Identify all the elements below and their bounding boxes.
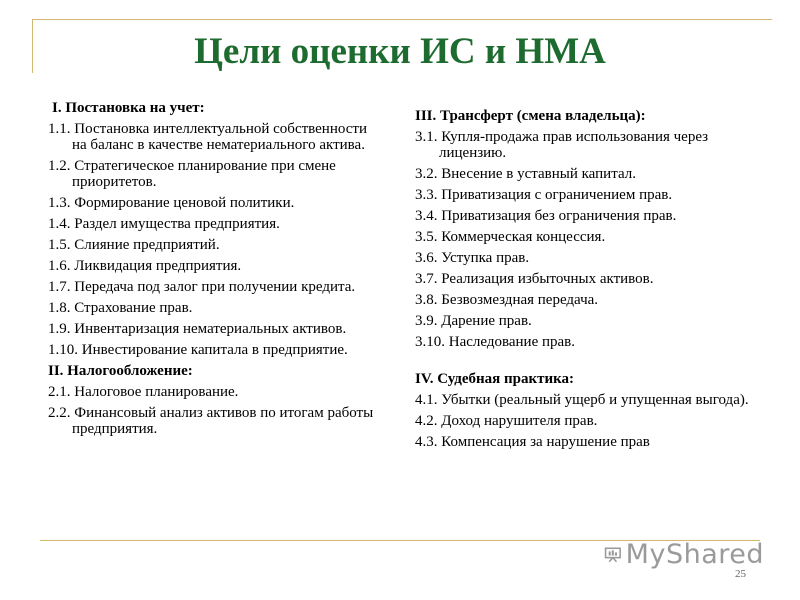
right-column <box>415 108 755 455</box>
list-item: 1.2. Стратегическое планирование при смене приоритетов. <box>48 158 336 190</box>
list-item: 4.3. Компенсация за нарушение прав <box>415 434 650 450</box>
list-item: 3.4. Приватизация без ограничения прав. <box>415 208 677 224</box>
watermark-logo <box>604 536 764 572</box>
list-item: 1.1. Постановка интеллектуальной собственности на баланс в качестве нематериального актива. <box>48 121 367 153</box>
list-item: 1.10. Инвестирование капитала в предприятие. <box>48 342 348 358</box>
list-item: 3.2. Внесение в уставный капитал. <box>415 166 636 182</box>
frame-top-line <box>32 19 772 20</box>
list-item: 2.2. Финансовый анализ активов по итогам работы предприятия. <box>48 405 374 437</box>
list-item: 3.5. Коммерческая концессия. <box>415 229 606 245</box>
slide-title: Цели оценки ИС и НМА <box>194 31 606 72</box>
watermark-text: MyShared <box>625 538 764 570</box>
list-item: 4.2. Доход нарушителя прав. <box>415 413 598 429</box>
list-item: 1.5. Слияние предприятий. <box>48 237 220 253</box>
list-item: 1.6. Ликвидация предприятия. <box>48 258 242 274</box>
list-item: 3.9. Дарение прав. <box>415 313 532 329</box>
list-item: 1.4. Раздел имущества предприятия. <box>48 216 280 232</box>
list-item: 3.3. Приватизация с ограничением прав. <box>415 187 673 203</box>
section-gap <box>415 355 755 371</box>
section-heading-registration: I. Постановка на учет: <box>52 100 205 116</box>
list-item: 3.10. Наследование прав. <box>415 334 575 350</box>
list-item: 3.7. Реализация избыточных активов. <box>415 271 654 287</box>
left-column <box>48 100 383 442</box>
list-item: 1.8. Страхование прав. <box>48 300 193 316</box>
list-item: 1.3. Формирование ценовой политики. <box>48 195 295 211</box>
presentation-board-icon <box>604 537 622 571</box>
section-heading-transfer: III. Трансферт (смена владельца): <box>415 108 646 124</box>
section-heading-litigation: IV. Судебная практика: <box>415 371 575 387</box>
list-item: 1.9. Инвентаризация нематериальных активов. <box>48 321 347 337</box>
list-item: 3.6. Уступка прав. <box>415 250 530 266</box>
section-heading-taxation: II. Налогообложение: <box>48 363 193 379</box>
list-item: 3.1. Купля-продажа прав использования через лицензию. <box>415 129 709 161</box>
list-item: 4.1. Убытки (реальный ущерб и упущенная выгода). <box>415 392 749 408</box>
list-item: 1.7. Передача под залог при получении кредита. <box>48 279 356 295</box>
page-number: 25 <box>735 568 746 580</box>
list-item: 3.8. Безвозмездная передача. <box>415 292 599 308</box>
list-item: 2.1. Налоговое планирование. <box>48 384 239 400</box>
